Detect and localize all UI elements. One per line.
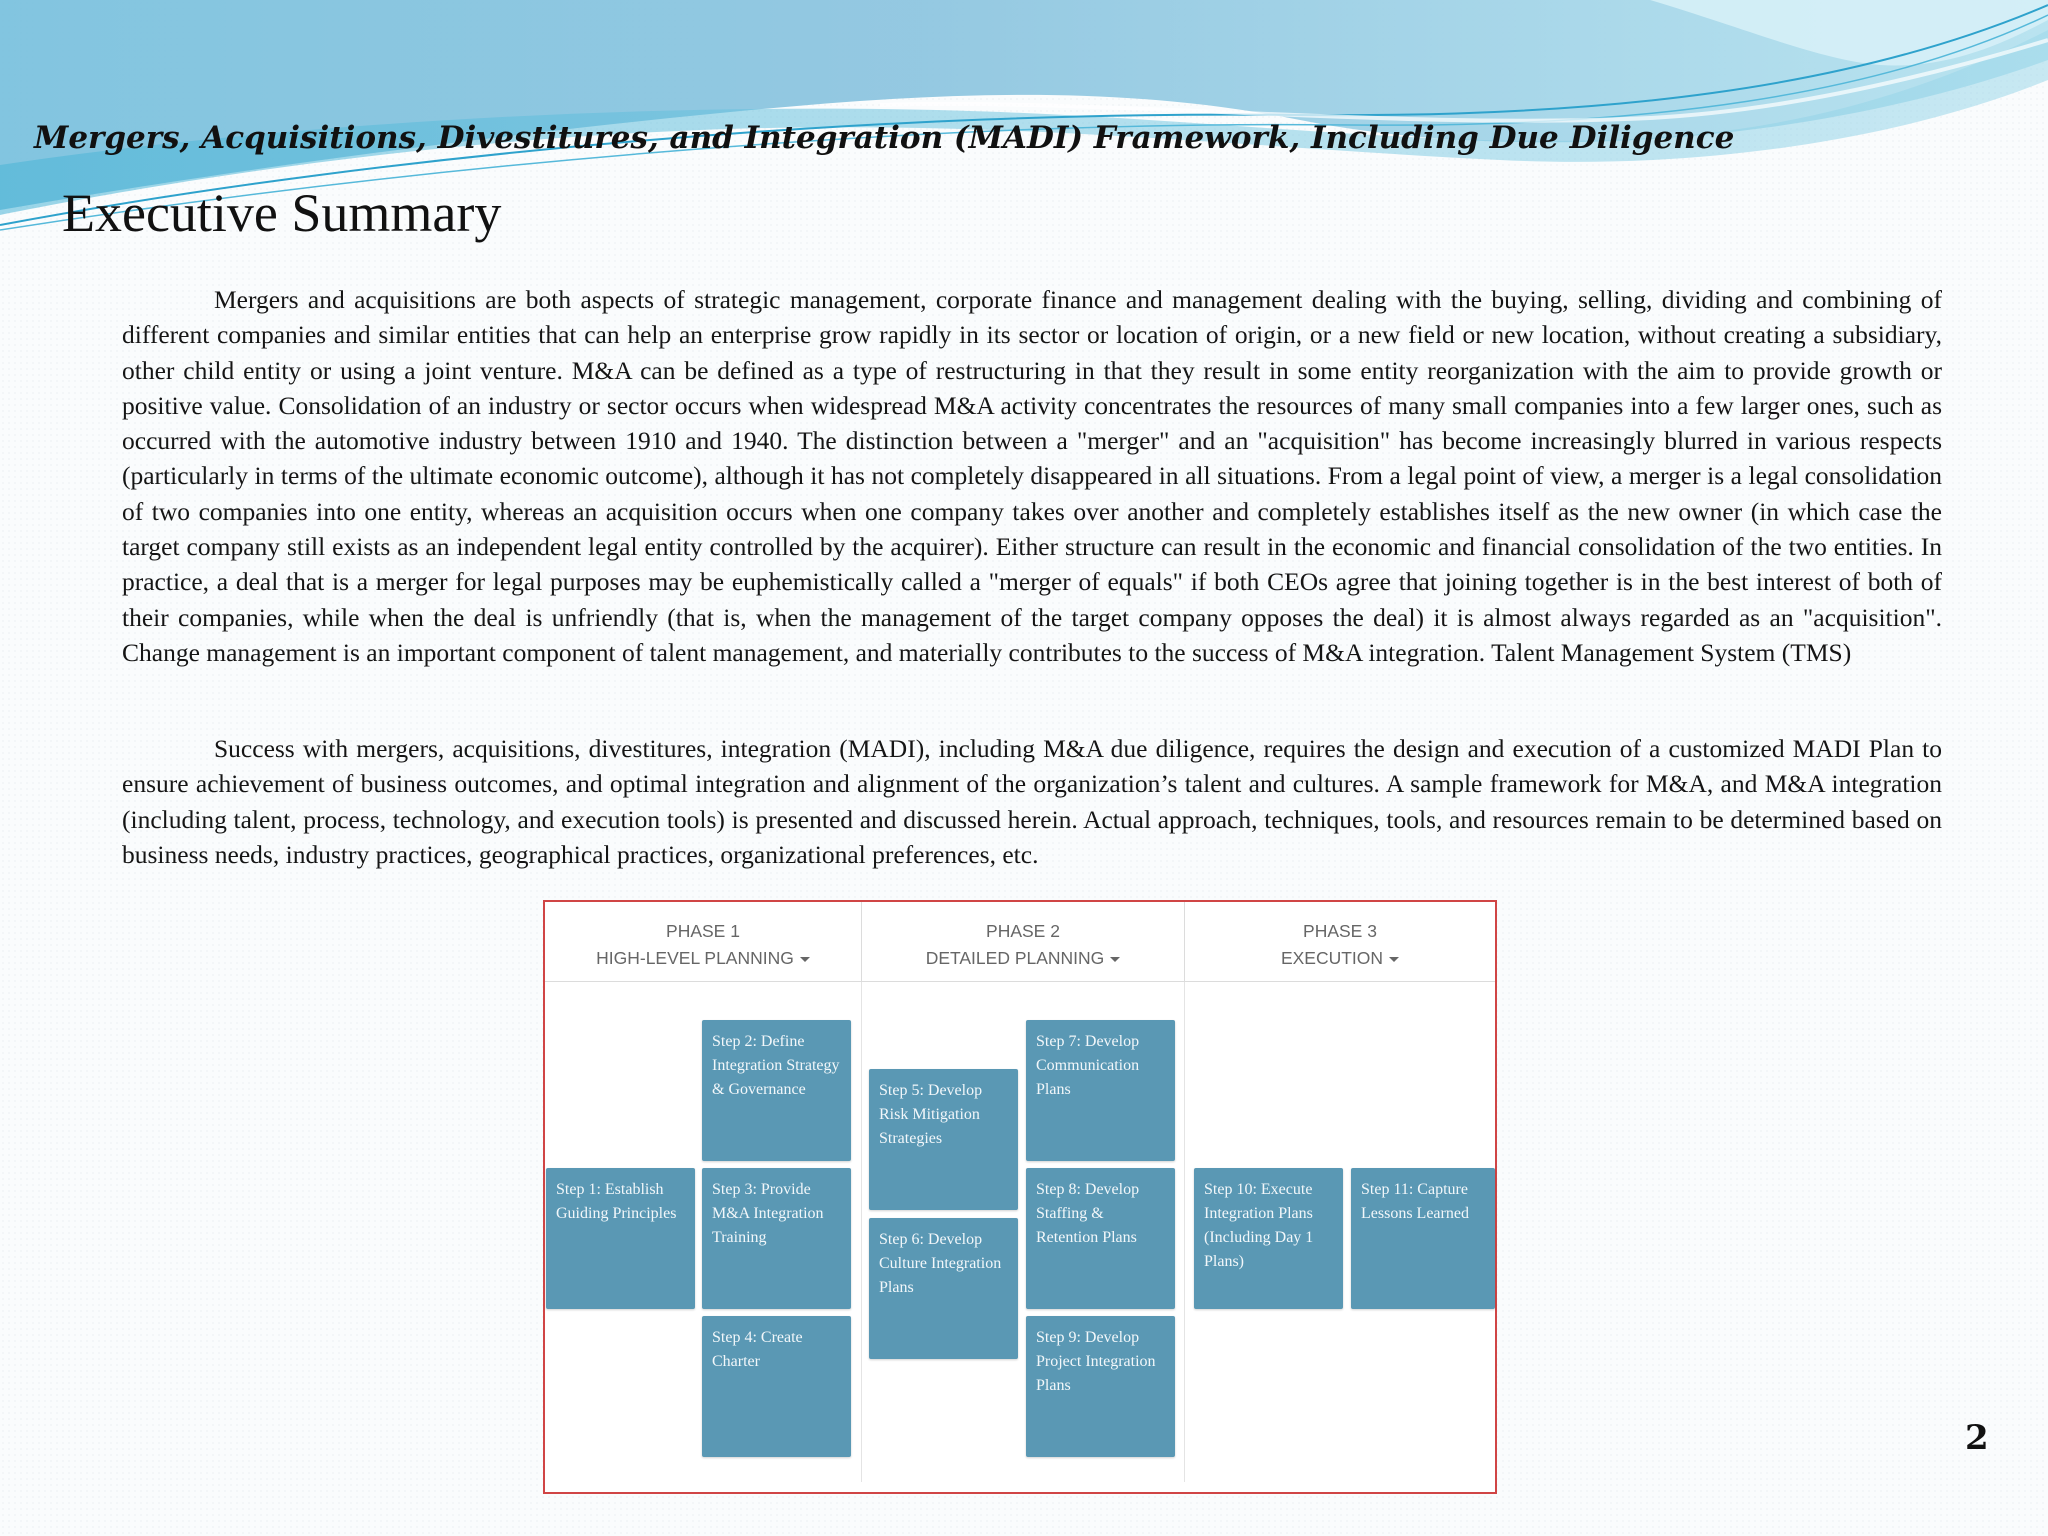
phase-name: EXECUTION	[1280, 948, 1384, 968]
caret-down-icon	[1389, 957, 1399, 962]
phase-number: PHASE 3	[1303, 921, 1377, 941]
phase-name: HIGH-LEVEL PLANNING	[596, 948, 794, 968]
phase-header-3[interactable]	[1185, 902, 1495, 982]
step-2-box[interactable]: Step 2: Define Integration Strategy & Governance	[702, 1020, 851, 1161]
step-5-box[interactable]: Step 5: Develop Risk Mitigation Strategies	[869, 1069, 1018, 1210]
phase-header-2[interactable]	[862, 902, 1184, 982]
phase-divider	[1184, 982, 1185, 1482]
step-10-box[interactable]: Step 10: Execute Integration Plans (Including Day 1 Plans)	[1194, 1168, 1343, 1309]
page-number: 2	[1965, 1418, 1989, 1458]
step-7-box[interactable]: Step 7: Develop Communication Plans	[1026, 1020, 1175, 1161]
step-3-box[interactable]: Step 3: Provide M&A Integration Training	[702, 1168, 851, 1309]
step-9-box[interactable]: Step 9: Develop Project Integration Plans	[1026, 1316, 1175, 1457]
section-title: Executive Summary	[62, 183, 502, 243]
step-4-box[interactable]: Step 4: Create Charter	[702, 1316, 851, 1457]
step-8-box[interactable]: Step 8: Develop Staffing & Retention Plans	[1026, 1168, 1175, 1309]
phase-number: PHASE 1	[666, 921, 740, 941]
body-paragraph-2: Success with mergers, acquisitions, divestitures, integration (MADI), including M&A due diligence, requires the design and execution of a customized MADI Plan to ensure achievement of business outcomes, and optimal integration and alignment of the organization’s talent and cultures. A sample framework for M&A, and M&A integration (including talent, process, technology, and execution tools) is presented and discussed herein. Actual approach, techniques, tools, and resources remain to be determined based on business needs, industry practices, geographical practices, organizational preferences, etc.	[122, 734, 1942, 869]
document-title: Mergers, Acquisitions, Divestitures, and Integration (MADI) Framework, Including Due Diligence	[34, 120, 1735, 156]
phase-divider	[861, 982, 862, 1482]
madi-framework-diagram	[543, 900, 1497, 1494]
phase-name: DETAILED PLANNING	[925, 948, 1105, 968]
step-6-box[interactable]: Step 6: Develop Culture Integration Plans	[869, 1218, 1018, 1359]
caret-down-icon	[1110, 957, 1120, 962]
step-11-box[interactable]: Step 11: Capture Lessons Learned	[1351, 1168, 1495, 1309]
step-1-box[interactable]: Step 1: Establish Guiding Principles	[546, 1168, 695, 1309]
body-paragraph-1: Mergers and acquisitions are both aspects of strategic management, corporate finance and management dealing with the buying, selling, dividing and combining of different companies and similar entities that can help an enterprise grow rapidly in its sector or location of origin, or a new field or new location, without creating a subsidiary, other child entity or using a joint venture. M&A can be defined as a type of restructuring in that they result in some entity reorganization with the aim to provide growth or positive value. Consolidation of an industry or sector occurs when widespread M&A activity concentrates the resources of many small companies into a few larger ones, such as occurred with the automotive industry between 1910 and 1940. The distinction between a "merger" and an "acquisition" has become increasingly blurred in various respects (particularly in terms of the ultimate economic outcome), although it has not completely disappeared in all situations. From a legal point of view, a merger is a legal consolidation of two companies into one entity, whereas an acquisition occurs when one company takes over another and completely establishes itself as the new owner (in which case the target company still exists as an independent legal entity controlled by the acquirer). Either structure can result in the economic and financial consolidation of the two entities. In practice, a deal that is a merger for legal purposes may be euphemistically called a "merger of equals" if both CEOs agree that joining together is in the best interest of both of their companies, while when the deal is unfriendly (that is, when the management of the target company opposes the deal) it is almost always regarded as an "acquisition". Change management is an important component of talent management, and materially contributes to the success of M&A integration. Talent Management System (TMS)	[122, 285, 1942, 667]
phase-number: PHASE 2	[986, 921, 1060, 941]
caret-down-icon	[800, 957, 810, 962]
phase-header-1[interactable]	[545, 902, 861, 982]
